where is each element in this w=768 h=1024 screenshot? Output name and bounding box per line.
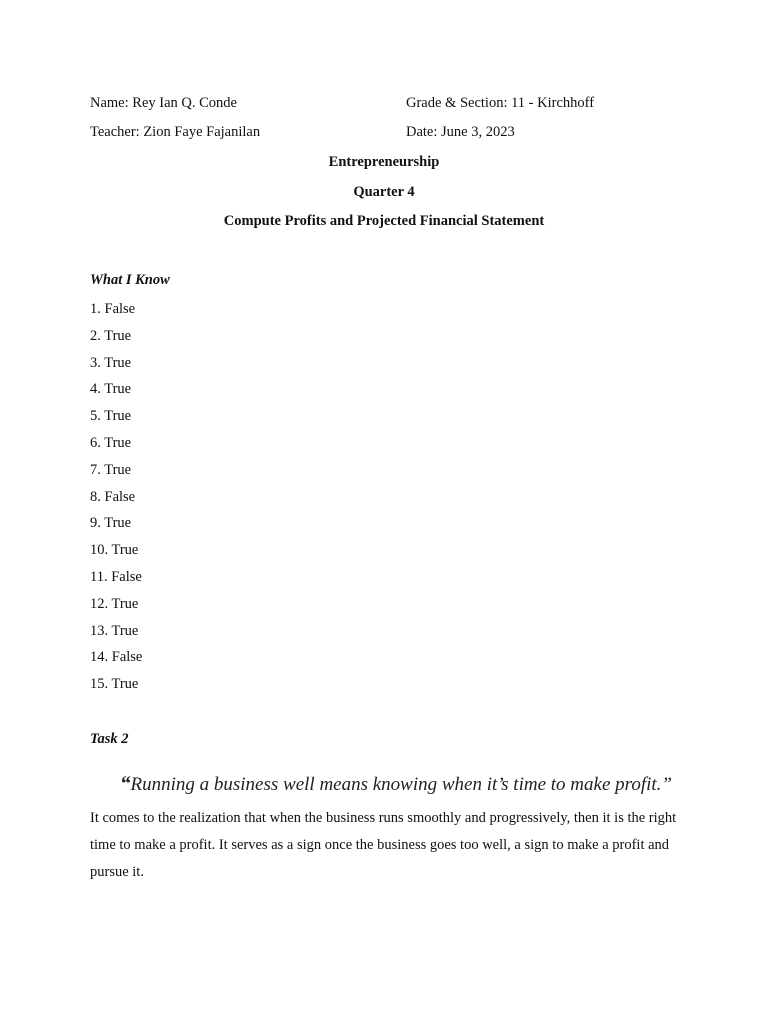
answer-item: 9. True	[90, 515, 132, 532]
answer-item: 1. False	[90, 301, 136, 317]
quote-text: Running a business well means knowing when it’s time to make profit.”	[130, 774, 672, 795]
answer-item: 4. True	[90, 381, 132, 398]
teacher-name: Teacher: Zion Faye Fajanilan	[90, 124, 261, 140]
answer-item: 15. True	[90, 676, 139, 693]
open-quote-mark: “	[120, 771, 131, 795]
task2-paragraph: It comes to the realization that when the business runs smoothly and progressively, then it is the right time to make a profit. It serves as a sign once the business goes too well, a sign to make a profit and pursue it.	[90, 810, 677, 880]
answer-item: 14. False	[90, 649, 143, 666]
answer-item: 7. True	[90, 461, 132, 478]
grade-section: Grade & Section: 11 - Kirchhoff	[406, 95, 595, 111]
subject-title: Entrepreneurship	[328, 154, 440, 170]
date: Date: June 3, 2023	[406, 124, 515, 140]
task2-heading: Task 2	[90, 731, 129, 747]
quote	[120, 771, 672, 797]
answer-item: 11. False	[90, 568, 142, 585]
answer-item: 2. True	[90, 327, 132, 344]
answer-item: 10. True	[90, 542, 139, 559]
answer-item: 13. True	[90, 622, 139, 639]
answer-item: 8. False	[90, 488, 136, 505]
what-i-know-heading: What I Know	[90, 272, 170, 288]
answer-item: 12. True	[90, 595, 139, 612]
answer-item: 6. True	[90, 434, 132, 451]
answer-item: 3. True	[90, 354, 132, 371]
quarter-title: Quarter 4	[353, 184, 415, 200]
answers-list	[90, 300, 142, 702]
answer-item: 5. True	[90, 408, 132, 425]
student-name: Name: Rey Ian Q. Conde	[90, 95, 237, 111]
topic-title: Compute Profits and Projected Financial Statement	[223, 213, 545, 229]
